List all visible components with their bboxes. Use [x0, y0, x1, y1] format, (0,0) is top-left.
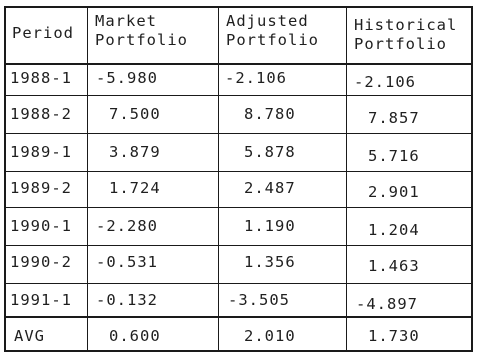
cell-period: 1989-1: [10, 143, 72, 161]
cell-market: 3.879: [109, 143, 161, 161]
returns-table: [4, 6, 473, 352]
cell-historical: 2.901: [368, 183, 420, 201]
cell-period: 1988-2: [10, 105, 72, 123]
header-period: Period: [12, 24, 74, 42]
column-divider-2: [218, 8, 219, 350]
cell-adjusted: 5.878: [244, 143, 296, 161]
header-historical-line1: Historical: [354, 16, 458, 34]
header-divider: [6, 63, 471, 65]
cell-historical: -2.106: [354, 73, 416, 91]
header-market-line1: Market: [95, 12, 157, 30]
cell-historical: 7.857: [368, 109, 420, 127]
cell-market: -0.531: [96, 253, 158, 271]
cell-market: -5.980: [96, 69, 158, 87]
cell-historical: -4.897: [356, 295, 418, 313]
cell-market: -2.280: [96, 217, 158, 235]
cell-market: 7.500: [109, 105, 161, 123]
cell-period: 1988-1: [10, 69, 72, 87]
row-divider: [6, 171, 471, 172]
header-market-line2: Portfolio: [95, 31, 188, 49]
cell-historical: 1.204: [368, 221, 420, 239]
row-divider: [6, 133, 471, 134]
header-adjusted-line2: Portfolio: [226, 31, 319, 49]
cell-adjusted: -3.505: [228, 291, 290, 309]
summary-divider: [6, 316, 471, 318]
cell-summary-market: 0.600: [109, 327, 161, 345]
column-divider-1: [87, 8, 88, 350]
cell-market: 1.724: [109, 179, 161, 197]
cell-adjusted: 2.487: [244, 179, 296, 197]
cell-market: -0.132: [96, 291, 158, 309]
row-divider: [6, 95, 471, 96]
cell-period: 1991-1: [10, 291, 72, 309]
row-divider: [6, 245, 471, 246]
cell-adjusted: 8.780: [244, 105, 296, 123]
header-historical-line2: Portfolio: [354, 35, 447, 53]
cell-adjusted: 1.356: [244, 253, 296, 271]
cell-period: 1989-2: [10, 179, 72, 197]
cell-summary-historical: 1.730: [368, 327, 420, 345]
header-adjusted-line1: Adjusted: [226, 12, 309, 30]
cell-summary-label: AVG: [14, 327, 45, 345]
cell-adjusted: 1.190: [244, 217, 296, 235]
cell-historical: 5.716: [368, 147, 420, 165]
cell-period: 1990-2: [10, 253, 72, 271]
cell-historical: 1.463: [368, 257, 420, 275]
cell-adjusted: -2.106: [225, 69, 287, 87]
cell-summary-adjusted: 2.010: [244, 327, 296, 345]
column-divider-3: [346, 8, 347, 350]
row-divider: [6, 283, 471, 284]
row-divider: [6, 207, 471, 208]
cell-period: 1990-1: [10, 217, 72, 235]
